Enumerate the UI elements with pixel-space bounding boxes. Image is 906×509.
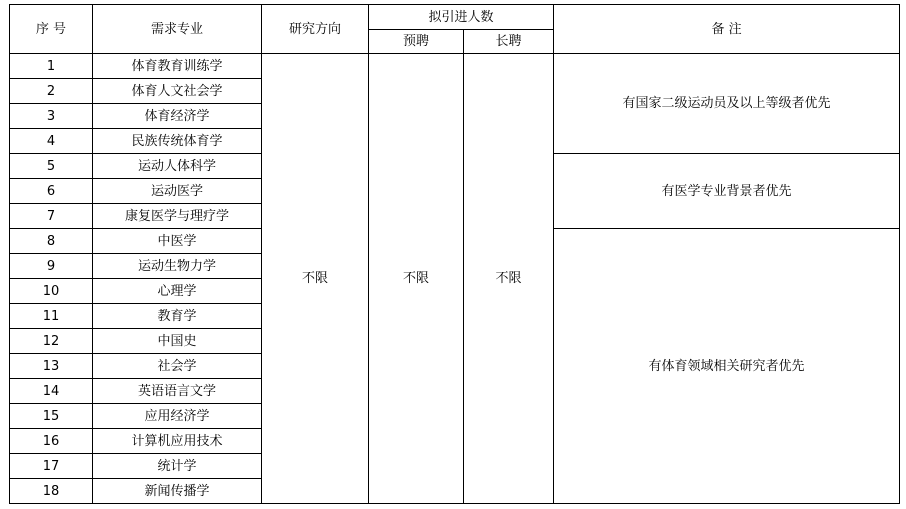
row-index: 13 [10, 354, 93, 379]
merged-direction: 不限 [262, 54, 369, 504]
header-pre: 预聘 [369, 30, 464, 54]
header-index: 序 号 [10, 5, 93, 54]
header-major: 需求专业 [93, 5, 262, 54]
remark-cell: 有医学专业背景者优先 [554, 154, 900, 229]
row-major: 民族传统体育学 [93, 129, 262, 154]
row-index: 4 [10, 129, 93, 154]
merged-pre: 不限 [369, 54, 464, 504]
header-remark: 备 注 [554, 5, 900, 54]
row-index: 9 [10, 254, 93, 279]
remark-cell: 有体育领域相关研究者优先 [554, 229, 900, 504]
row-major: 体育教育训练学 [93, 54, 262, 79]
row-index: 10 [10, 279, 93, 304]
row-major: 应用经济学 [93, 404, 262, 429]
row-major: 康复医学与理疗学 [93, 204, 262, 229]
row-major: 中国史 [93, 329, 262, 354]
row-index: 1 [10, 54, 93, 79]
row-index: 18 [10, 479, 93, 504]
row-index: 2 [10, 79, 93, 104]
table-row [10, 54, 900, 79]
row-major: 中医学 [93, 229, 262, 254]
remark-cell: 有国家二级运动员及以上等级者优先 [554, 54, 900, 154]
row-index: 14 [10, 379, 93, 404]
row-major: 体育经济学 [93, 104, 262, 129]
row-major: 统计学 [93, 454, 262, 479]
header-planned: 拟引进人数 [369, 5, 554, 30]
row-major: 心理学 [93, 279, 262, 304]
row-major: 运动生物力学 [93, 254, 262, 279]
row-index: 15 [10, 404, 93, 429]
row-index: 17 [10, 454, 93, 479]
row-index: 6 [10, 179, 93, 204]
header-long: 长聘 [464, 30, 554, 54]
row-major: 教育学 [93, 304, 262, 329]
recruitment-table [9, 4, 900, 504]
merged-long: 不限 [464, 54, 554, 504]
row-major: 英语语言文学 [93, 379, 262, 404]
row-major: 新闻传播学 [93, 479, 262, 504]
row-index: 11 [10, 304, 93, 329]
header-direction: 研究方向 [262, 5, 369, 54]
row-major: 运动医学 [93, 179, 262, 204]
row-index: 8 [10, 229, 93, 254]
row-major: 社会学 [93, 354, 262, 379]
row-major: 计算机应用技术 [93, 429, 262, 454]
header-row [10, 5, 900, 30]
row-index: 12 [10, 329, 93, 354]
row-index: 16 [10, 429, 93, 454]
row-index: 7 [10, 204, 93, 229]
row-index: 5 [10, 154, 93, 179]
row-major: 运动人体科学 [93, 154, 262, 179]
row-index: 3 [10, 104, 93, 129]
row-major: 体育人文社会学 [93, 79, 262, 104]
